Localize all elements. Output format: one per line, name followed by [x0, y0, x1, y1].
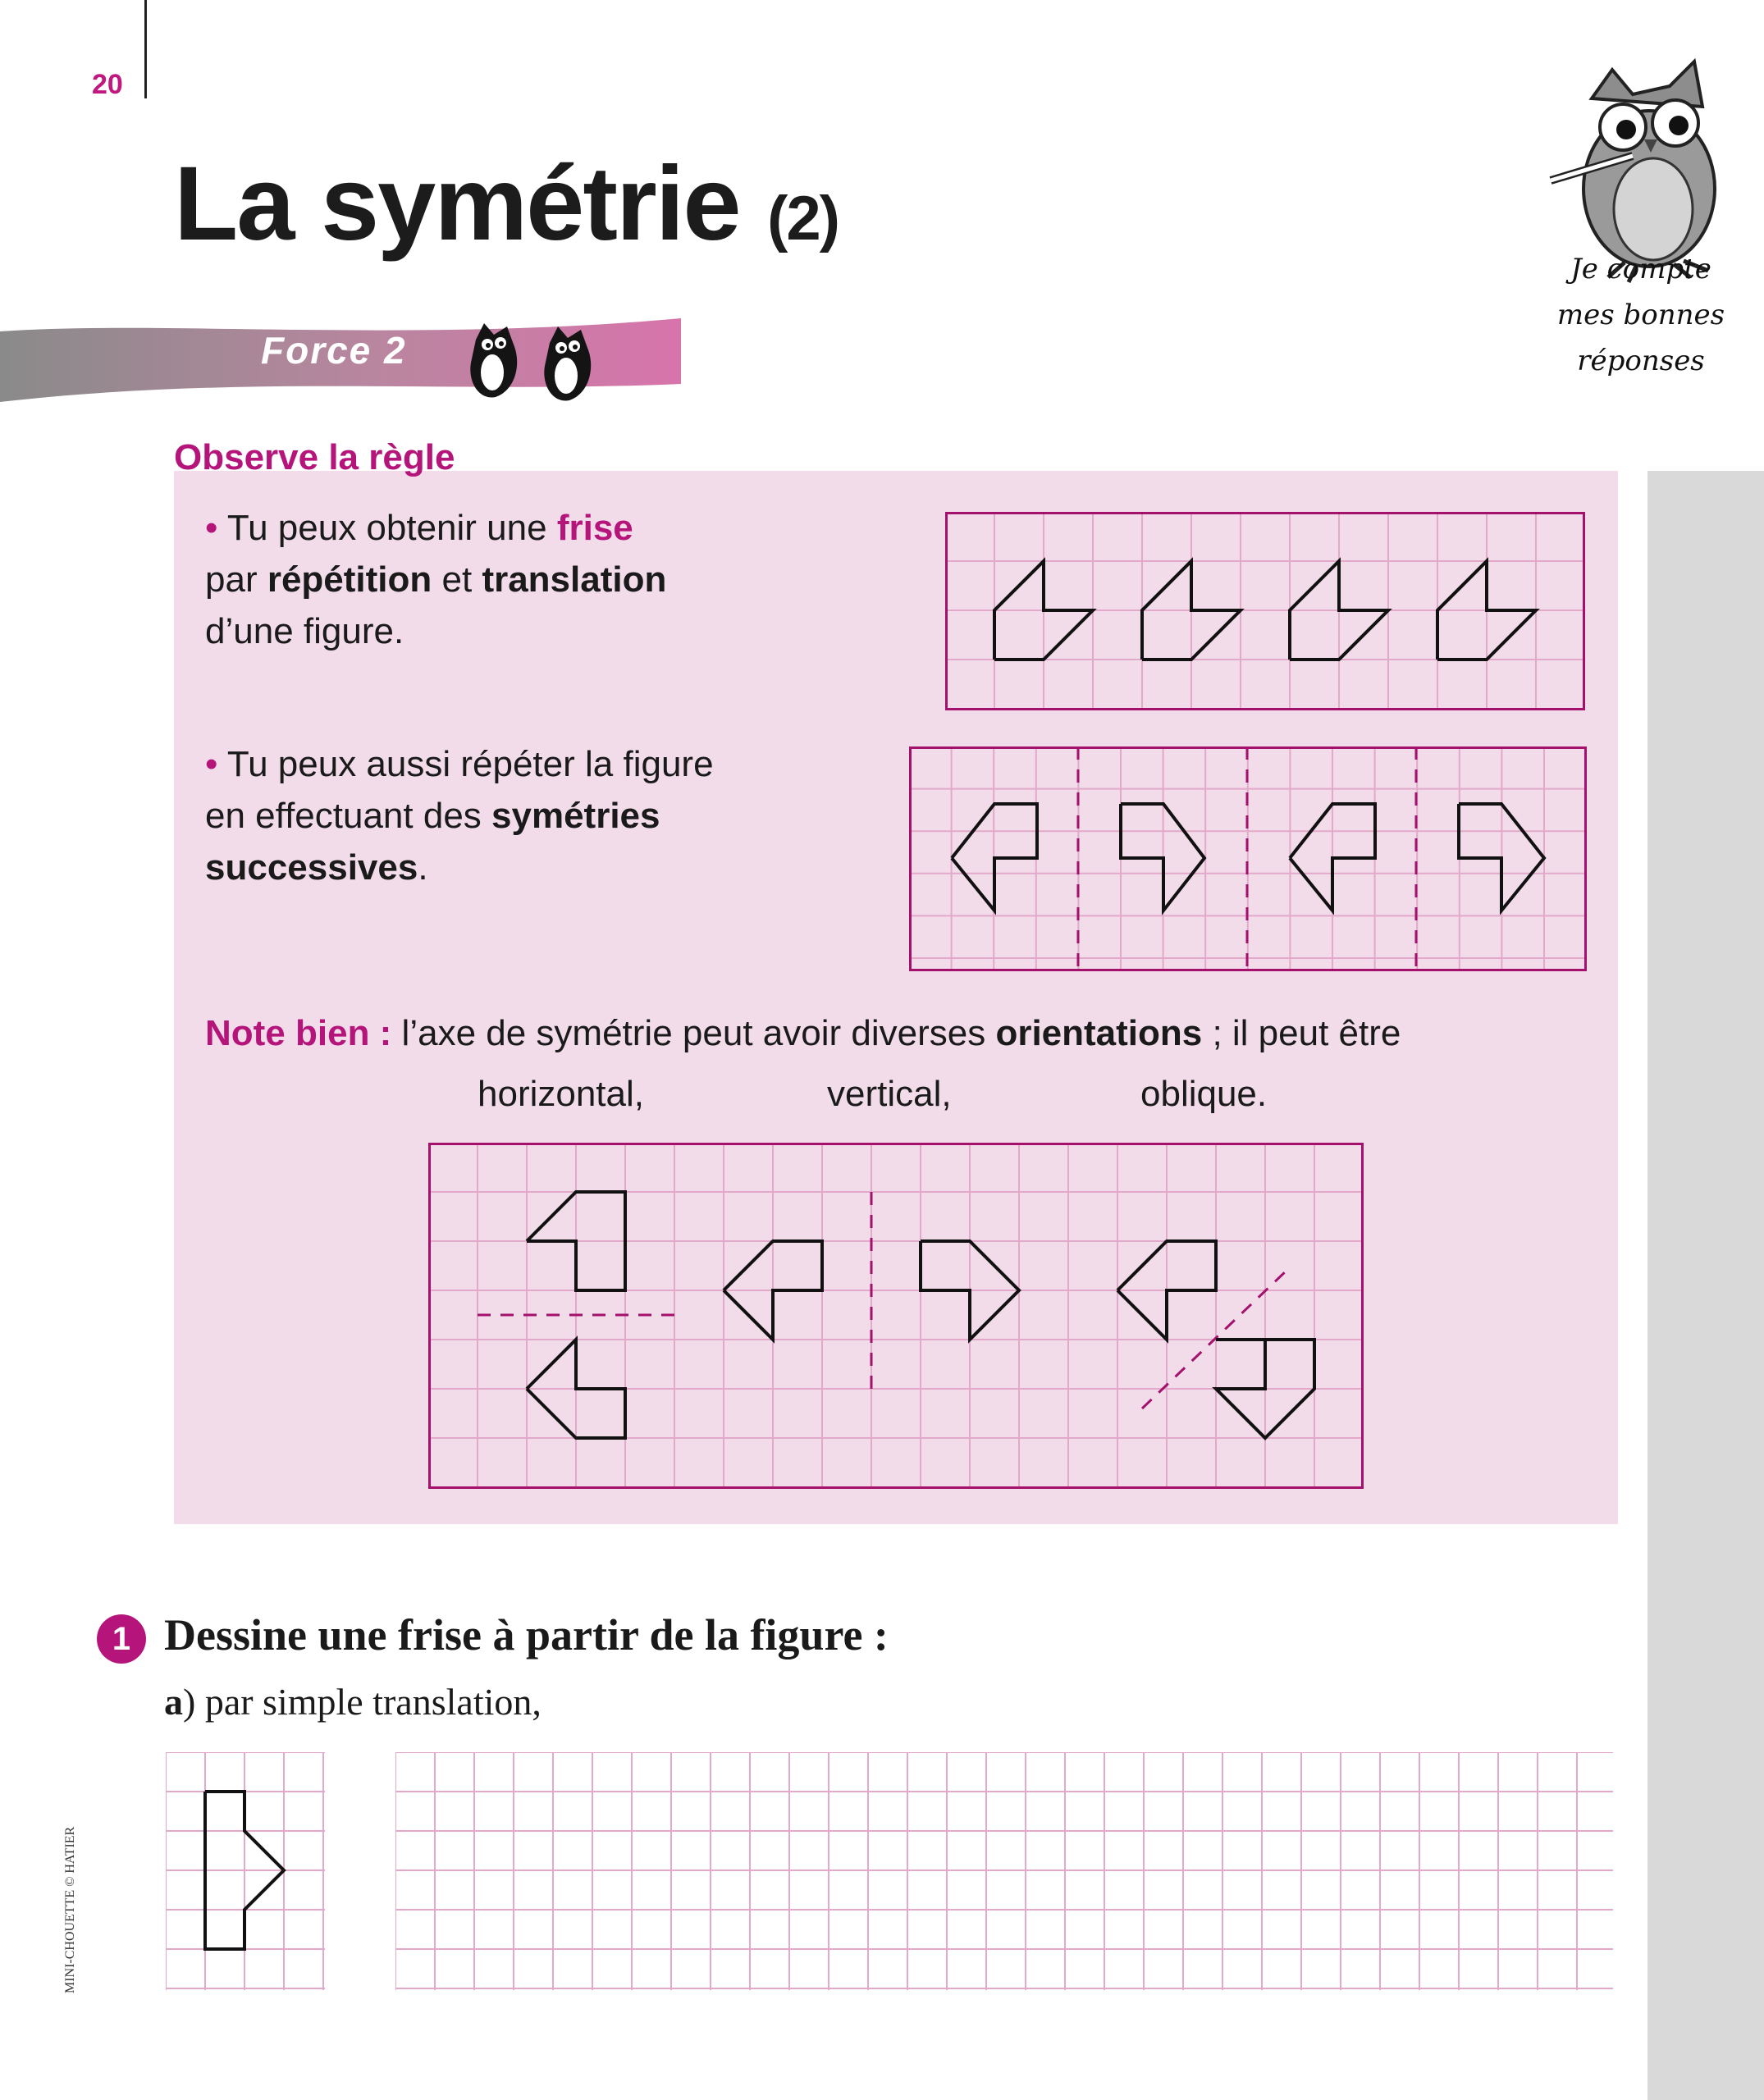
text: l’axe de symétrie peut avoir diverses	[391, 1013, 996, 1053]
translation-frieze-grid	[945, 512, 1585, 710]
model-figure-grid	[166, 1752, 325, 1990]
keyword: répétition	[267, 559, 432, 600]
grid-lines	[428, 1143, 1364, 1489]
mascot-caption	[1542, 246, 1739, 384]
text: et	[432, 559, 482, 600]
text: d’une figure.	[205, 611, 404, 651]
text: ; il peut être	[1202, 1013, 1401, 1053]
grid-lines	[166, 1752, 325, 1990]
bullet: •	[205, 744, 218, 784]
mascot-caption-line: réponses	[1577, 345, 1705, 377]
exercise-sub-text: ) par simple translation,	[183, 1681, 542, 1723]
orientation-horizontal: horizontal,	[478, 1074, 645, 1114]
orientation-oblique: oblique.	[1140, 1074, 1268, 1114]
mascot-caption-line: mes bonnes	[1556, 299, 1725, 331]
text: en effectuant des	[205, 796, 492, 836]
header-divider	[144, 0, 147, 98]
page-title-main: La symétrie	[174, 145, 740, 262]
mascot-caption-line: Je compte	[1570, 253, 1711, 285]
grid-lines	[395, 1752, 1613, 1990]
page-title	[174, 145, 839, 262]
rule-section-title: Observe la règle	[174, 437, 455, 477]
keyword: orientations	[995, 1013, 1203, 1053]
note-paragraph	[205, 1007, 1616, 1059]
rule-paragraph-2	[205, 738, 944, 893]
text: par	[205, 559, 267, 600]
axis-orientation-grid	[428, 1143, 1364, 1489]
text: Tu peux aussi répéter la figure	[226, 744, 714, 784]
symmetry-frieze-grid	[909, 746, 1587, 971]
drawing-answer-grid[interactable]	[395, 1752, 1613, 1990]
exercise-title: Dessine une frise à partir de la figure :	[164, 1610, 889, 1659]
keyword: symétries	[491, 796, 660, 836]
publisher-credit	[56, 1788, 80, 1993]
text: .	[418, 847, 428, 888]
page-title-suffix: (2)	[767, 184, 839, 253]
svg-text:MINI-CHOUETTE © HATIER: MINI-CHOUETTE © HATIER	[63, 1826, 77, 1993]
level-label: Force 2	[261, 329, 407, 372]
exercise-subtitle	[164, 1680, 542, 1723]
text: Tu peux obtenir une	[226, 508, 557, 548]
keyword: successives	[205, 847, 418, 888]
orientation-vertical: vertical,	[827, 1074, 952, 1114]
page-number: 20	[92, 69, 123, 100]
bullet: •	[205, 508, 218, 548]
keyword-frise: frise	[556, 508, 633, 548]
exercise-sub-letter: a	[164, 1681, 183, 1723]
side-margin-bar	[1647, 471, 1764, 2100]
note-label: Note bien :	[205, 1013, 392, 1053]
exercise-number-badge: 1	[97, 1614, 146, 1664]
rule-paragraph-1	[205, 502, 944, 657]
keyword: translation	[482, 559, 667, 600]
